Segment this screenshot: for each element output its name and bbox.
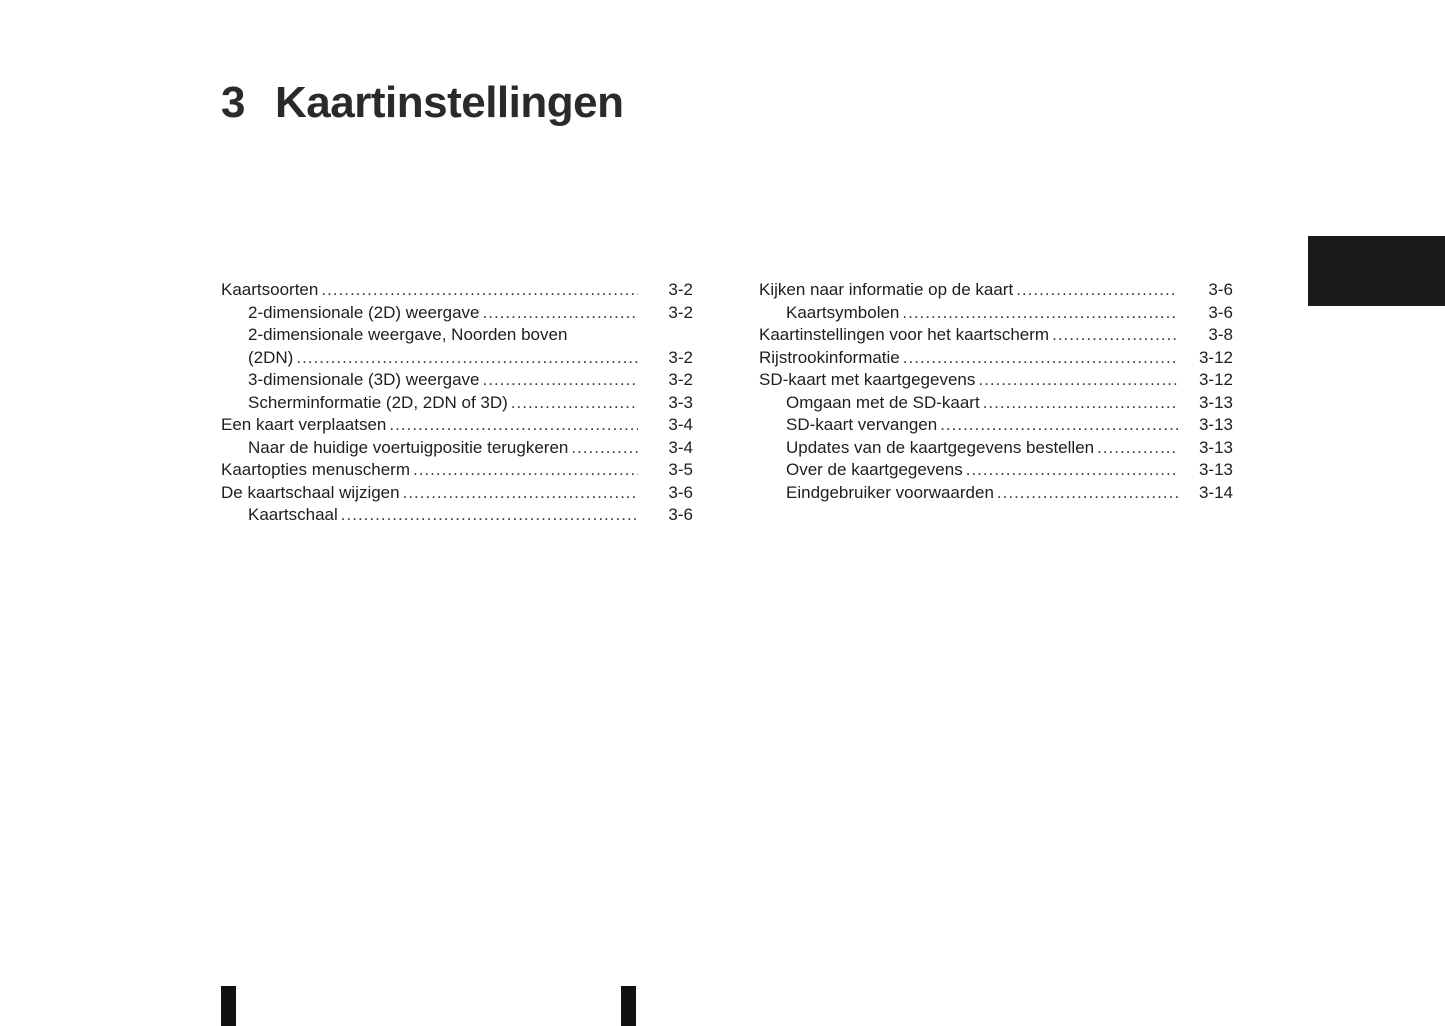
toc-entry-label: Updates van de kaartgegevens bestellen xyxy=(786,437,1095,457)
toc-entry-page: 3-4 xyxy=(668,437,693,457)
toc-entry-label: 3-dimensionale (3D) weergave xyxy=(248,370,480,389)
toc-entry-label: (2DN) xyxy=(248,347,294,367)
dot-leader xyxy=(511,392,638,415)
toc-entry-label: Omgaan met de SD-kaart xyxy=(786,392,980,412)
toc-entry-page: 3-8 xyxy=(1208,325,1233,344)
toc-entry-page: 3-13 xyxy=(1198,392,1233,412)
chapter-side-tab xyxy=(1308,236,1445,306)
dot-leader xyxy=(1052,324,1178,347)
dot-leader xyxy=(978,369,1178,392)
dot-leader xyxy=(997,482,1178,505)
toc-entry-page: 3-2 xyxy=(668,302,693,322)
toc-entry[interactable] xyxy=(759,279,1233,302)
toc-entry[interactable] xyxy=(759,324,1233,347)
dot-leader xyxy=(940,414,1178,437)
dot-leader xyxy=(903,347,1178,370)
toc-entry-label: SD-kaart vervangen xyxy=(786,415,938,434)
toc-entry[interactable] xyxy=(221,437,693,460)
toc-entry-label: Naar de huidige voertuigpositie terugkeren xyxy=(248,437,569,457)
toc-entry-multiline[interactable] xyxy=(221,324,693,369)
toc-entry-page: 3-4 xyxy=(668,415,693,434)
toc-entry[interactable] xyxy=(221,302,693,325)
bottom-marker-right xyxy=(621,986,636,1026)
toc-entry-page: 3-6 xyxy=(1208,302,1233,322)
toc-entry-label: SD-kaart met kaartgegevens xyxy=(759,370,976,389)
bottom-marker-left xyxy=(221,986,236,1026)
dot-leader xyxy=(902,302,1178,325)
toc-entry[interactable] xyxy=(221,392,693,415)
toc-entry[interactable] xyxy=(221,369,693,392)
toc-entry[interactable] xyxy=(759,392,1233,415)
dot-leader xyxy=(983,392,1178,415)
toc-entry-label: Eindgebruiker voorwaarden xyxy=(786,482,994,502)
toc-entry-page: 3-14 xyxy=(1198,482,1233,502)
dot-leader xyxy=(1016,279,1178,302)
dot-leader xyxy=(341,504,638,527)
toc-entry[interactable] xyxy=(759,459,1233,482)
dot-leader xyxy=(483,302,638,325)
toc-entry-label: Scherminformatie (2D, 2DN of 3D) xyxy=(248,392,508,412)
dot-leader xyxy=(321,279,638,302)
chapter-title xyxy=(221,78,623,128)
toc-entry[interactable] xyxy=(759,369,1233,392)
toc-entry-page: 3-5 xyxy=(668,460,693,479)
toc-entry[interactable] xyxy=(759,414,1233,437)
toc-entry-label: Kaartopties menuscherm xyxy=(221,460,410,479)
toc-entry-page: 3-6 xyxy=(668,482,693,502)
toc-entry-page: 3-13 xyxy=(1198,437,1233,457)
dot-leader xyxy=(296,347,638,370)
dot-leader xyxy=(403,482,638,505)
toc-entry-page: 3-13 xyxy=(1198,460,1233,479)
chapter-number: 3 xyxy=(221,78,245,127)
toc-entry-label: Kaartschaal xyxy=(248,505,338,524)
dot-leader xyxy=(483,369,638,392)
toc-entry-label: Over de kaartgegevens xyxy=(786,460,963,479)
toc-entry[interactable] xyxy=(221,459,693,482)
toc-entry-page: 3-12 xyxy=(1198,347,1233,367)
toc-entry[interactable] xyxy=(221,504,693,527)
toc-entry[interactable] xyxy=(759,437,1233,460)
toc-entry[interactable] xyxy=(221,279,693,302)
toc-entry[interactable] xyxy=(759,482,1233,505)
chapter-title-text: Kaartinstellingen xyxy=(275,78,624,127)
toc-entry-label: Kijken naar informatie op de kaart xyxy=(759,280,1014,299)
toc-entry-page: 3-13 xyxy=(1198,415,1233,434)
dot-leader xyxy=(966,459,1178,482)
dot-leader xyxy=(389,414,638,437)
toc-left-column xyxy=(221,279,693,527)
toc-entry-page: 3-2 xyxy=(668,370,693,389)
toc-entry-page: 3-2 xyxy=(668,347,693,367)
toc-entry[interactable] xyxy=(221,482,693,505)
toc-entry-page: 3-12 xyxy=(1198,370,1233,389)
toc-entry-page: 3-2 xyxy=(668,280,693,299)
toc-entry[interactable] xyxy=(221,414,693,437)
toc-entry-label: Kaartinstellingen voor het kaartscherm xyxy=(759,325,1050,344)
dot-leader xyxy=(413,459,638,482)
toc-entry[interactable] xyxy=(759,347,1233,370)
toc-entry-label: Kaartsymbolen xyxy=(786,302,900,322)
toc-entry[interactable] xyxy=(759,302,1233,325)
toc-entry-label: Een kaart verplaatsen xyxy=(221,415,387,434)
toc-entry-page: 3-6 xyxy=(668,505,693,524)
toc-entry-label-line1: 2-dimensionale weergave, Noorden boven xyxy=(248,325,568,344)
toc-entry-page: 3-3 xyxy=(668,392,693,412)
toc-entry-page: 3-6 xyxy=(1208,280,1233,299)
toc-entry-label: Rijstrookinformatie xyxy=(759,347,900,367)
toc-right-column xyxy=(759,279,1233,504)
toc-entry-label: De kaartschaal wijzigen xyxy=(221,482,400,502)
dot-leader xyxy=(1097,437,1178,460)
toc-entry-label: 2-dimensionale (2D) weergave xyxy=(248,302,480,322)
toc-entry-label: Kaartsoorten xyxy=(221,280,319,299)
dot-leader xyxy=(571,437,638,460)
